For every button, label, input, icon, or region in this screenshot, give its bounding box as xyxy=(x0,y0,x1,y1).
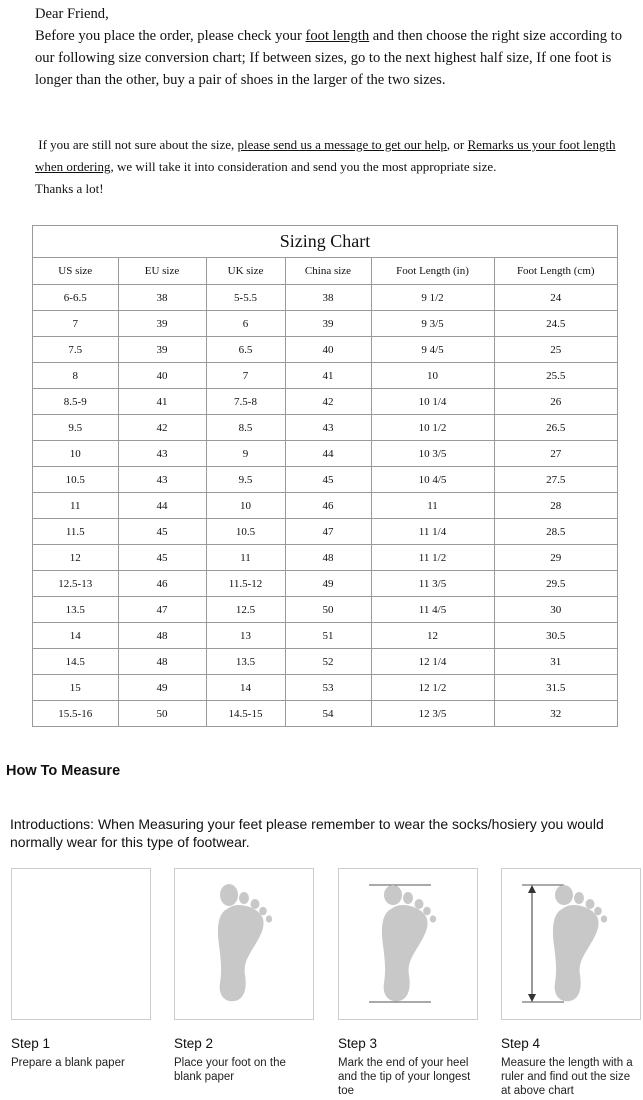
foot-length-link: foot length xyxy=(305,28,370,44)
table-row xyxy=(33,337,617,363)
table-cell: 6.5 xyxy=(206,337,285,363)
sizing-table-body xyxy=(33,285,617,727)
table-cell: 42 xyxy=(285,389,371,415)
table-cell: 9 4/5 xyxy=(371,337,494,363)
table-cell: 12.5-13 xyxy=(33,571,118,597)
table-cell: 32 xyxy=(494,701,617,727)
table-cell: 49 xyxy=(118,675,206,701)
step-2-image xyxy=(174,868,314,1020)
table-cell: 52 xyxy=(285,649,371,675)
table-cell: 7.5-8 xyxy=(206,389,285,415)
table-cell: 26 xyxy=(494,389,617,415)
table-row xyxy=(33,493,617,519)
table-cell: 10 xyxy=(371,363,494,389)
instructions-text-b: and then choose the right size according to our following size conversion chart; If between sizes, go to the next highest half size, If one foot is longer than the other, buy a pair of shoes in the larger of the two sizes. xyxy=(35,28,623,88)
step-4-desc: Measure the length with a ruler and find out the size at above chart xyxy=(501,1057,633,1097)
column-header: EU size xyxy=(118,258,206,285)
table-cell: 50 xyxy=(118,701,206,727)
table-cell: 10 1/4 xyxy=(371,389,494,415)
table-cell: 12 3/5 xyxy=(371,701,494,727)
table-cell: 46 xyxy=(285,493,371,519)
table-cell: 40 xyxy=(118,363,206,389)
blank-paper-icon xyxy=(12,869,150,1019)
table-cell: 25.5 xyxy=(494,363,617,389)
table-cell: 49 xyxy=(285,571,371,597)
table-cell: 11.5 xyxy=(33,519,118,545)
help-note xyxy=(35,134,635,200)
table-cell: 48 xyxy=(118,623,206,649)
remarks-link: Remarks us your foot length when ordering xyxy=(35,137,616,174)
table-cell: 44 xyxy=(285,441,371,467)
sizing-chart xyxy=(32,225,618,727)
table-cell: 41 xyxy=(118,389,206,415)
letter xyxy=(35,3,635,91)
table-cell: 45 xyxy=(118,519,206,545)
table-cell: 12.5 xyxy=(206,597,285,623)
sizing-instructions xyxy=(35,25,635,91)
table-cell: 40 xyxy=(285,337,371,363)
help-text-c: , we will take it into consideration and send you the most appropriate size. xyxy=(110,159,497,174)
table-cell: 46 xyxy=(118,571,206,597)
table-cell: 27.5 xyxy=(494,467,617,493)
send-message-link[interactable]: please send us a message to get our help xyxy=(237,137,447,152)
table-cell: 43 xyxy=(118,467,206,493)
measure-intro: Introductions: When Measuring your feet please remember to wear the socks/hosiery you would normally wear for this type of footwear. xyxy=(10,816,604,850)
table-cell: 43 xyxy=(118,441,206,467)
table-cell: 53 xyxy=(285,675,371,701)
table-row xyxy=(33,441,617,467)
table-cell: 12 1/4 xyxy=(371,649,494,675)
table-cell: 45 xyxy=(118,545,206,571)
table-cell: 8.5-9 xyxy=(33,389,118,415)
table-cell: 9 xyxy=(206,441,285,467)
table-cell: 14 xyxy=(33,623,118,649)
table-cell: 38 xyxy=(285,285,371,311)
table-cell: 12 xyxy=(33,545,118,571)
table-cell: 25 xyxy=(494,337,617,363)
table-cell: 48 xyxy=(285,545,371,571)
step-3-desc: Mark the end of your heel and the tip of your longest toe xyxy=(338,1057,471,1097)
table-cell: 51 xyxy=(285,623,371,649)
footprint-icon xyxy=(175,869,313,1019)
how-to-measure-heading: How To Measure xyxy=(6,763,121,779)
table-row xyxy=(33,701,617,727)
table-cell: 30 xyxy=(494,597,617,623)
column-header: China size xyxy=(285,258,371,285)
table-cell: 31 xyxy=(494,649,617,675)
ruler-measure-icon xyxy=(502,869,640,1019)
table-row xyxy=(33,597,617,623)
table-cell: 14.5 xyxy=(33,649,118,675)
table-cell: 10 xyxy=(206,493,285,519)
table-cell: 44 xyxy=(118,493,206,519)
footprint-marked-icon xyxy=(339,869,477,1019)
table-cell: 14 xyxy=(206,675,285,701)
table-cell: 47 xyxy=(118,597,206,623)
table-cell: 10.5 xyxy=(206,519,285,545)
table-row xyxy=(33,545,617,571)
table-row xyxy=(33,649,617,675)
table-cell: 11 xyxy=(33,493,118,519)
table-cell: 15.5-16 xyxy=(33,701,118,727)
table-cell: 9.5 xyxy=(33,415,118,441)
table-cell: 28.5 xyxy=(494,519,617,545)
step-1-image xyxy=(11,868,151,1020)
table-cell: 31.5 xyxy=(494,675,617,701)
help-text-b: , or xyxy=(446,137,468,152)
table-cell: 10 4/5 xyxy=(371,467,494,493)
table-row xyxy=(33,415,617,441)
table-cell: 13.5 xyxy=(206,649,285,675)
step-3-title: Step 3 xyxy=(338,1036,378,1051)
table-row xyxy=(33,519,617,545)
table-row xyxy=(33,467,617,493)
table-row xyxy=(33,285,617,311)
table-cell: 11.5-12 xyxy=(206,571,285,597)
step-3-image xyxy=(338,868,478,1020)
table-cell: 24.5 xyxy=(494,311,617,337)
table-cell: 29 xyxy=(494,545,617,571)
table-cell: 11 4/5 xyxy=(371,597,494,623)
table-cell: 48 xyxy=(118,649,206,675)
table-cell: 11 1/2 xyxy=(371,545,494,571)
table-cell: 11 xyxy=(371,493,494,519)
table-cell: 24 xyxy=(494,285,617,311)
table-cell: 50 xyxy=(285,597,371,623)
table-cell: 54 xyxy=(285,701,371,727)
table-cell: 29.5 xyxy=(494,571,617,597)
table-cell: 14.5-15 xyxy=(206,701,285,727)
table-cell: 11 1/4 xyxy=(371,519,494,545)
table-cell: 9.5 xyxy=(206,467,285,493)
table-row xyxy=(33,571,617,597)
table-cell: 41 xyxy=(285,363,371,389)
table-cell: 28 xyxy=(494,493,617,519)
table-cell: 43 xyxy=(285,415,371,441)
table-cell: 45 xyxy=(285,467,371,493)
table-cell: 39 xyxy=(118,311,206,337)
table-cell: 7.5 xyxy=(33,337,118,363)
sizing-table-header xyxy=(33,258,617,285)
table-cell: 47 xyxy=(285,519,371,545)
column-header: Foot Length (cm) xyxy=(494,258,617,285)
sizing-chart-title: Sizing Chart xyxy=(33,226,617,258)
table-cell: 39 xyxy=(285,311,371,337)
column-header: US size xyxy=(33,258,118,285)
table-cell: 42 xyxy=(118,415,206,441)
greeting: Dear Friend, xyxy=(35,6,109,22)
table-cell: 7 xyxy=(206,363,285,389)
table-cell: 9 1/2 xyxy=(371,285,494,311)
table-cell: 11 3/5 xyxy=(371,571,494,597)
column-header: Foot Length (in) xyxy=(371,258,494,285)
table-cell: 6-6.5 xyxy=(33,285,118,311)
table-row xyxy=(33,675,617,701)
table-cell: 10 xyxy=(33,441,118,467)
table-cell: 30.5 xyxy=(494,623,617,649)
table-cell: 9 3/5 xyxy=(371,311,494,337)
table-cell: 13 xyxy=(206,623,285,649)
table-cell: 15 xyxy=(33,675,118,701)
table-row xyxy=(33,389,617,415)
table-cell: 12 1/2 xyxy=(371,675,494,701)
step-2-title: Step 2 xyxy=(174,1036,214,1051)
table-row xyxy=(33,363,617,389)
step-2-desc: Place your foot on the blank paper xyxy=(174,1057,286,1083)
help-text-a: If you are still not sure about the size, xyxy=(38,137,238,152)
table-row xyxy=(33,311,617,337)
table-cell: 5-5.5 xyxy=(206,285,285,311)
step-1-desc: Prepare a blank paper xyxy=(11,1057,125,1069)
table-cell: 11 xyxy=(206,545,285,571)
table-cell: 13.5 xyxy=(33,597,118,623)
table-cell: 6 xyxy=(206,311,285,337)
sizing-table xyxy=(33,258,617,726)
table-cell: 10 1/2 xyxy=(371,415,494,441)
thanks-text: Thanks a lot! xyxy=(35,181,104,196)
table-cell: 10.5 xyxy=(33,467,118,493)
instructions-text-a: Before you place the order, please check your xyxy=(35,28,306,44)
table-cell: 26.5 xyxy=(494,415,617,441)
table-cell: 10 3/5 xyxy=(371,441,494,467)
table-cell: 38 xyxy=(118,285,206,311)
step-4-title: Step 4 xyxy=(501,1036,541,1051)
column-header: UK size xyxy=(206,258,285,285)
table-row xyxy=(33,623,617,649)
table-cell: 8.5 xyxy=(206,415,285,441)
step-4-image xyxy=(501,868,641,1020)
table-cell: 7 xyxy=(33,311,118,337)
table-cell: 27 xyxy=(494,441,617,467)
table-cell: 39 xyxy=(118,337,206,363)
step-1-title: Step 1 xyxy=(11,1036,51,1051)
table-cell: 12 xyxy=(371,623,494,649)
table-cell: 8 xyxy=(33,363,118,389)
